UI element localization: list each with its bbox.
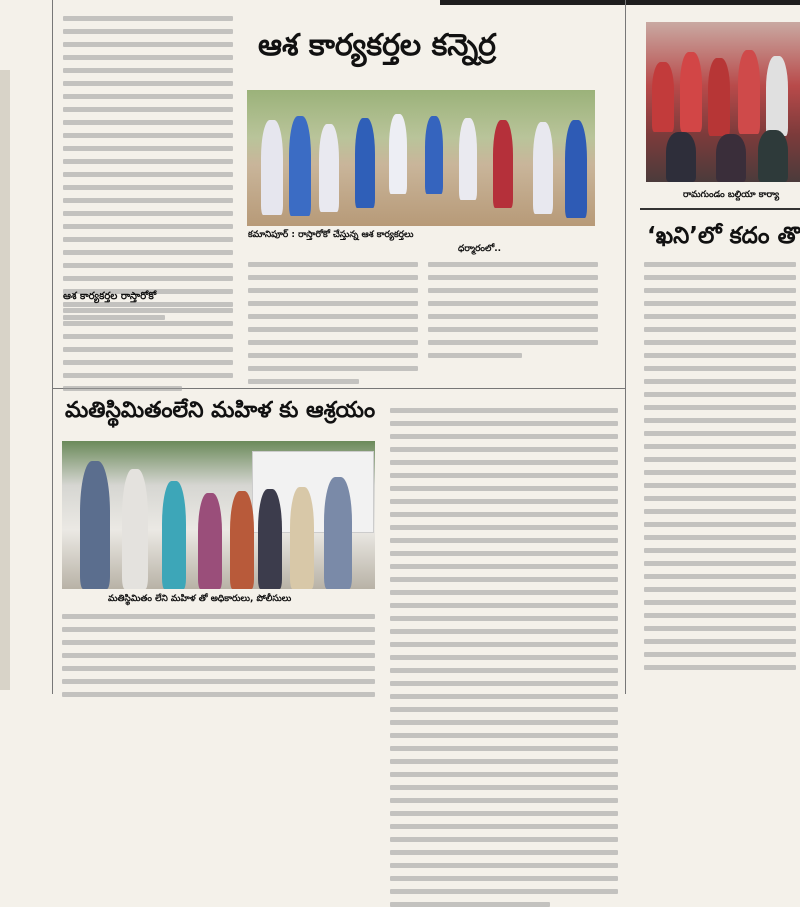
khani-photo-caption: రామగుండం బల్దియా కార్యా [683, 190, 780, 200]
dharmaram-dateline: ధర్మారంలో.. [458, 244, 502, 254]
shelter-body-column-1 [62, 614, 375, 697]
column-rule [52, 0, 53, 694]
khani-protest-photo [646, 22, 800, 182]
asha-photo-caption: కమానిపూర్ : రాస్తారోకో చేస్తున్న ఆశ కార్యకర్తలు [248, 230, 414, 240]
asha-headline: ఆశ కార్యకర్తల కన్నెర్ర [258, 28, 496, 63]
khani-headline: ‘ఖని’లో కదం తొ [647, 223, 800, 249]
asha-body-column-2 [248, 262, 418, 384]
section-divider [640, 208, 800, 210]
dharmaram-body-column [428, 262, 598, 358]
asha-body-column-1 [63, 16, 233, 320]
asha-subhead: ఆశ కార్యకర్తల రాస్తారోకో [63, 291, 157, 302]
shelter-photo [62, 441, 375, 589]
khani-body-column [644, 262, 796, 670]
column-rule [625, 0, 626, 694]
masthead-bar [440, 0, 800, 5]
shelter-body-column-2 [390, 408, 618, 907]
shelter-photo-caption: మతిస్థిమితం లేని మహిళ తో అధికారులు, పోలీసులు [108, 594, 292, 604]
shelter-headline: మతిస్థిమితంలేని మహిళ కు ఆశ్రయం [65, 398, 376, 423]
asha-rally-photo [247, 90, 595, 226]
asha-body-column-1b [63, 308, 233, 391]
adjacent-page-edge [0, 70, 10, 690]
